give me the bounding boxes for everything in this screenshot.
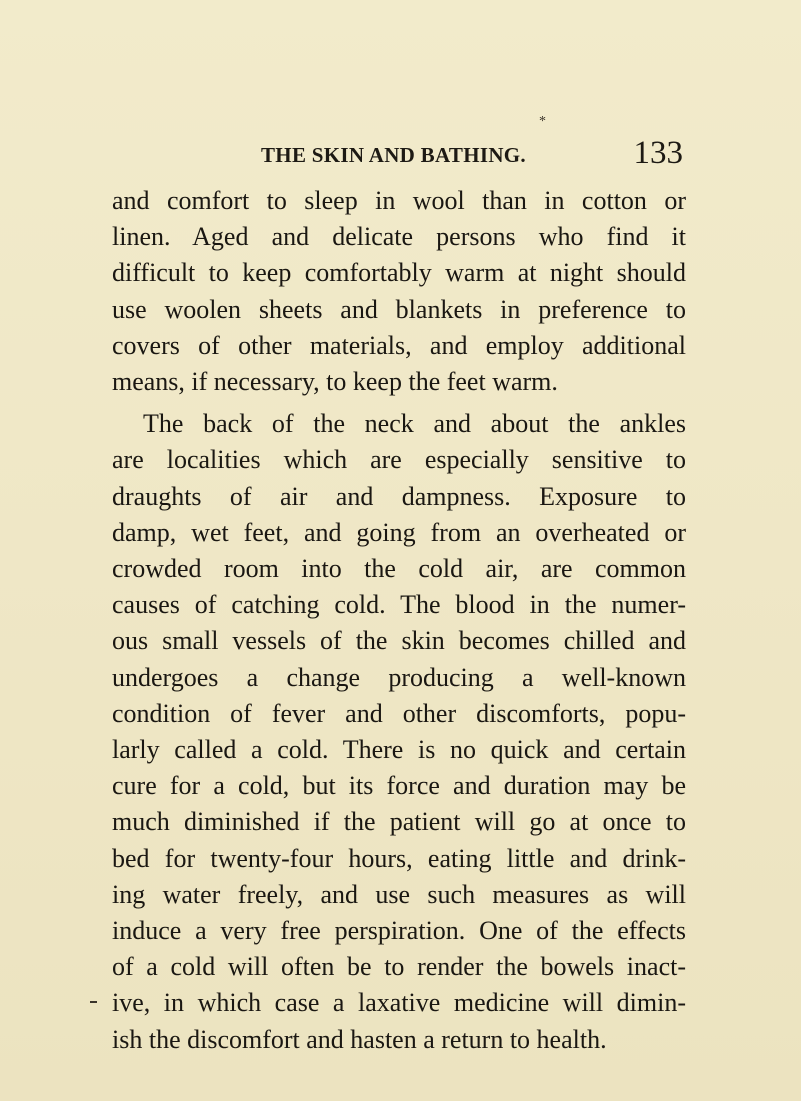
- text-line: induce a very free perspiration. One of the effects: [112, 916, 686, 946]
- page-number: 133: [633, 135, 683, 171]
- printer-mark: *: [539, 114, 546, 129]
- text-line: bed for twenty-four hours, eating little and drink-: [112, 843, 686, 873]
- text-line: difficult to keep comfortably warm at night should: [112, 258, 686, 288]
- text-line: use woolen sheets and blankets in preference to: [112, 294, 686, 324]
- text-line: The back of the neck and about the ankles: [143, 409, 686, 439]
- running-header: [113, 114, 685, 171]
- text-line: larly called a cold. There is no quick and certain: [112, 735, 686, 765]
- running-title: THE SKIN AND BATHING.: [261, 143, 526, 167]
- text-line: undergoes a change producing a well-known: [112, 662, 686, 692]
- text-line: causes of catching cold. The blood in the numer-: [112, 590, 686, 620]
- text-line: cure for a cold, but its force and duration may be: [112, 771, 686, 801]
- text-line: are localities which are especially sensitive to: [112, 445, 686, 475]
- text-line: crowded room into the cold air, are common: [112, 554, 686, 584]
- margin-tick-mark: [90, 1001, 97, 1003]
- body-text: [112, 183, 686, 1058]
- text-line: covers of other materials, and employ additional: [112, 330, 686, 360]
- text-line: ous small vessels of the skin becomes chilled and: [112, 626, 686, 656]
- text-line: condition of fever and other discomforts, popu-: [112, 698, 686, 728]
- text-line: means, if necessary, to keep the feet warm.: [112, 367, 558, 397]
- text-line: of a cold will often be to render the bowels inact-: [112, 952, 686, 982]
- text-line: ive, in which case a laxative medicine will dimin-: [112, 988, 686, 1018]
- text-line: ing water freely, and use such measures as will: [112, 879, 686, 909]
- text-line: linen. Aged and delicate persons who find it: [112, 222, 686, 252]
- text-line: much diminished if the patient will go at once to: [112, 807, 686, 837]
- text-line: ish the discomfort and hasten a return to health.: [112, 1024, 607, 1054]
- text-line: draughts of air and dampness. Exposure to: [112, 481, 686, 511]
- text-line: damp, wet feet, and going from an overheated or: [112, 517, 686, 547]
- text-line: and comfort to sleep in wool than in cotton or: [112, 186, 686, 215]
